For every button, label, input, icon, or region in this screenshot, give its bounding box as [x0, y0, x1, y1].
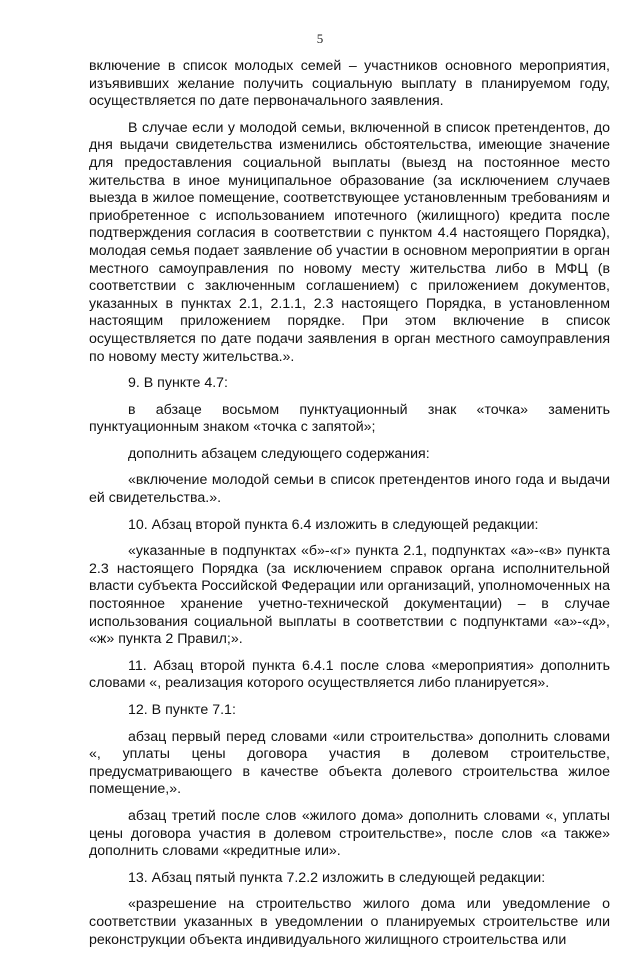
paragraph: «разрешение на строительство жилого дома или уведомление о соответствии указанных в уведомлении о планируемых строительстве или реконструкции объекта индивидуального жилищного строительства или	[89, 896, 610, 948]
paragraph: 12. В пункте 7.1:	[128, 702, 236, 718]
paragraph: включение в список молодых семей – участников основного мероприятия, изъявивших желание получить социальную выплату в планируемом году, осуществляется по дате первоначального заявления.	[89, 58, 610, 110]
paragraph: В случае если у молодой семьи, включенной в список претендентов, до дня выдачи свидетельства изменились обстоятельства, имеющие значение для предоставления социальной выплаты (выезд на постоянное место жительства в иное муниципальное образование (за исключением случаев выезда в жилое помещение, соответствующее установленным требованиям и приобретенное с использованием ипотечного (жилищного) кредита после подтверждения согласия в соответствии с пунктом 4.4 настоящего Порядка), молодая семья подает заявление об участии в основном мероприятии в орган местного самоуправления по новому месту жительства либо в МФЦ (в соответствии с заключенным соглашением) с приложением документов, указанных в пунктах 2.1, 2.1.1, 2.3 настоящего Порядка, в установленном настоящим приложением порядке. При этом включение в список осуществляется по дате подачи заявления в орган местного самоуправления по новому месту жительства.».	[89, 119, 610, 365]
paragraph: в абзаце восьмом пунктуационный знак «точка» заменить пунктуационным знаком «точка с запятой»;	[89, 401, 610, 436]
paragraph: 9. В пункте 4.7:	[128, 375, 228, 392]
paragraph: дополнить абзацем следующего содержания:	[128, 445, 430, 462]
paragraph: 13. Абзац пятый пункта 7.2.2 изложить в следующей редакции:	[128, 869, 546, 886]
paragraph: «включение молодой семьи в список претендентов иного года и выдачи ей свидетельства.».	[89, 472, 610, 507]
document-body	[89, 58, 610, 958]
paragraph: 11. Абзац второй пункта 6.4.1 после слова «мероприятия» дополнить словами «, реализация которого осуществляется либо планируется».	[89, 657, 610, 692]
paragraph: «указанные в подпунктах «б»-«г» пункта 2.1, подпунктах «а»-«в» пункта 2.3 настоящего Порядка (за исключением справок органа исполнительной власти субъекта Российской Федерации или организаций, уполномоченных на постоянное хранение учетно-технической документации) – в случае использования социальной выплаты в соответствии с подпунктами «а»-«д», «ж» пункта 2 Правил;».	[89, 543, 610, 648]
paragraph: абзац первый перед словами «или строительства» дополнить словами «, уплаты цены договора участия в долевом строительстве, предусматривающего в качестве объекта долевого строительства жилое помещение,».	[89, 728, 610, 798]
paragraph: абзац третий после слов «жилого дома» дополнить словами «, уплаты цены договора участия в долевом строительстве», после слов «а также» дополнить словами «кредитные или».	[89, 807, 610, 860]
page-number: 5	[316, 31, 324, 46]
paragraph: 10. Абзац второй пункта 6.4 изложить в следующей редакции:	[128, 516, 539, 533]
